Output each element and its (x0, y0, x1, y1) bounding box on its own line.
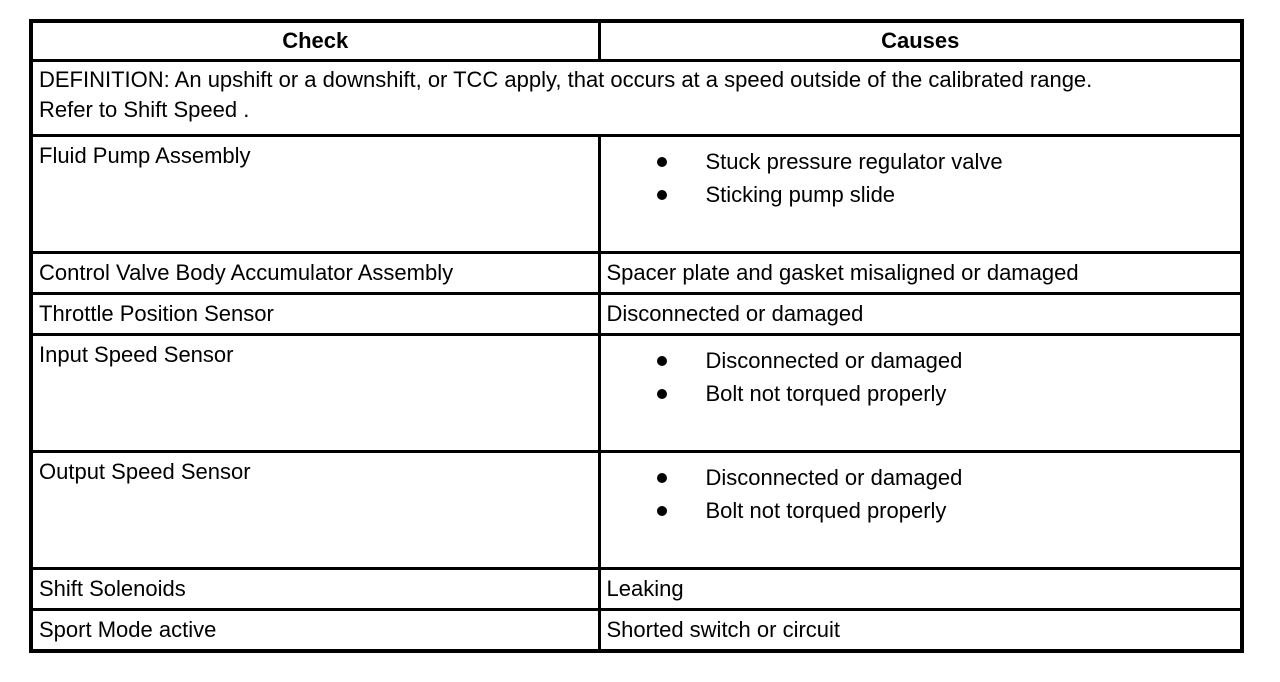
bullet-icon (657, 506, 667, 516)
check-cell (31, 253, 599, 294)
check-cell (31, 452, 599, 569)
causes-cell (599, 452, 1242, 569)
bullet-icon (657, 473, 667, 483)
check-cell (31, 335, 599, 452)
check-label: Shift Solenoids (39, 576, 186, 601)
bullet-icon (657, 157, 667, 167)
bullet-icon (657, 190, 667, 200)
check-label: Throttle Position Sensor (39, 301, 274, 326)
cause-text: Shorted switch or circuit (606, 617, 841, 642)
bullet-icon (657, 356, 667, 366)
diagnostic-table (29, 19, 1244, 653)
list-item (601, 145, 1241, 178)
list-item (601, 377, 1241, 410)
table-row (31, 569, 1242, 610)
definition-cell (31, 61, 1242, 136)
check-label: Fluid Pump Assembly (39, 143, 251, 168)
check-cell (31, 294, 599, 335)
check-label: Sport Mode active (39, 617, 217, 642)
check-label: Input Speed Sensor (39, 342, 234, 367)
table-row (31, 335, 1242, 452)
cause-text: Bolt not torqued properly (705, 498, 947, 523)
causes-list (601, 453, 1241, 527)
table-header-row (31, 21, 1242, 61)
check-cell (31, 136, 599, 253)
cause-text: Disconnected or damaged (606, 301, 864, 326)
definition-text: DEFINITION: An upshift or a downshift, or TCC apply, that occurs at a speed outside of the calibrated range. (39, 67, 1093, 92)
cause-text: Leaking (606, 576, 684, 601)
table-row (31, 452, 1242, 569)
causes-cell (599, 294, 1242, 335)
cause-text: Disconnected or damaged (705, 348, 963, 373)
causes-cell (599, 335, 1242, 452)
table-row (31, 610, 1242, 652)
list-item (601, 461, 1241, 494)
definition-row (31, 61, 1242, 136)
header-causes: Causes (599, 21, 1242, 61)
bullet-icon (657, 389, 667, 399)
cause-text: Spacer plate and gasket misaligned or damaged (606, 260, 1079, 285)
cause-text: Bolt not torqued properly (705, 381, 947, 406)
list-item (601, 494, 1241, 527)
check-cell (31, 610, 599, 652)
definition-reference: Refer to Shift Speed . (39, 97, 250, 122)
cause-text: Sticking pump slide (705, 182, 896, 207)
causes-cell (599, 136, 1242, 253)
table-row (31, 253, 1242, 294)
causes-cell (599, 610, 1242, 652)
table-row (31, 136, 1242, 253)
header-check: Check (31, 21, 599, 61)
causes-list (601, 137, 1241, 211)
cause-text: Disconnected or damaged (705, 465, 963, 490)
list-item (601, 344, 1241, 377)
check-label: Control Valve Body Accumulator Assembly (39, 260, 454, 285)
check-label: Output Speed Sensor (39, 459, 251, 484)
list-item (601, 178, 1241, 211)
cause-text: Stuck pressure regulator valve (705, 149, 1003, 174)
check-cell (31, 569, 599, 610)
causes-list (601, 336, 1241, 410)
causes-cell (599, 253, 1242, 294)
causes-cell (599, 569, 1242, 610)
table-row (31, 294, 1242, 335)
